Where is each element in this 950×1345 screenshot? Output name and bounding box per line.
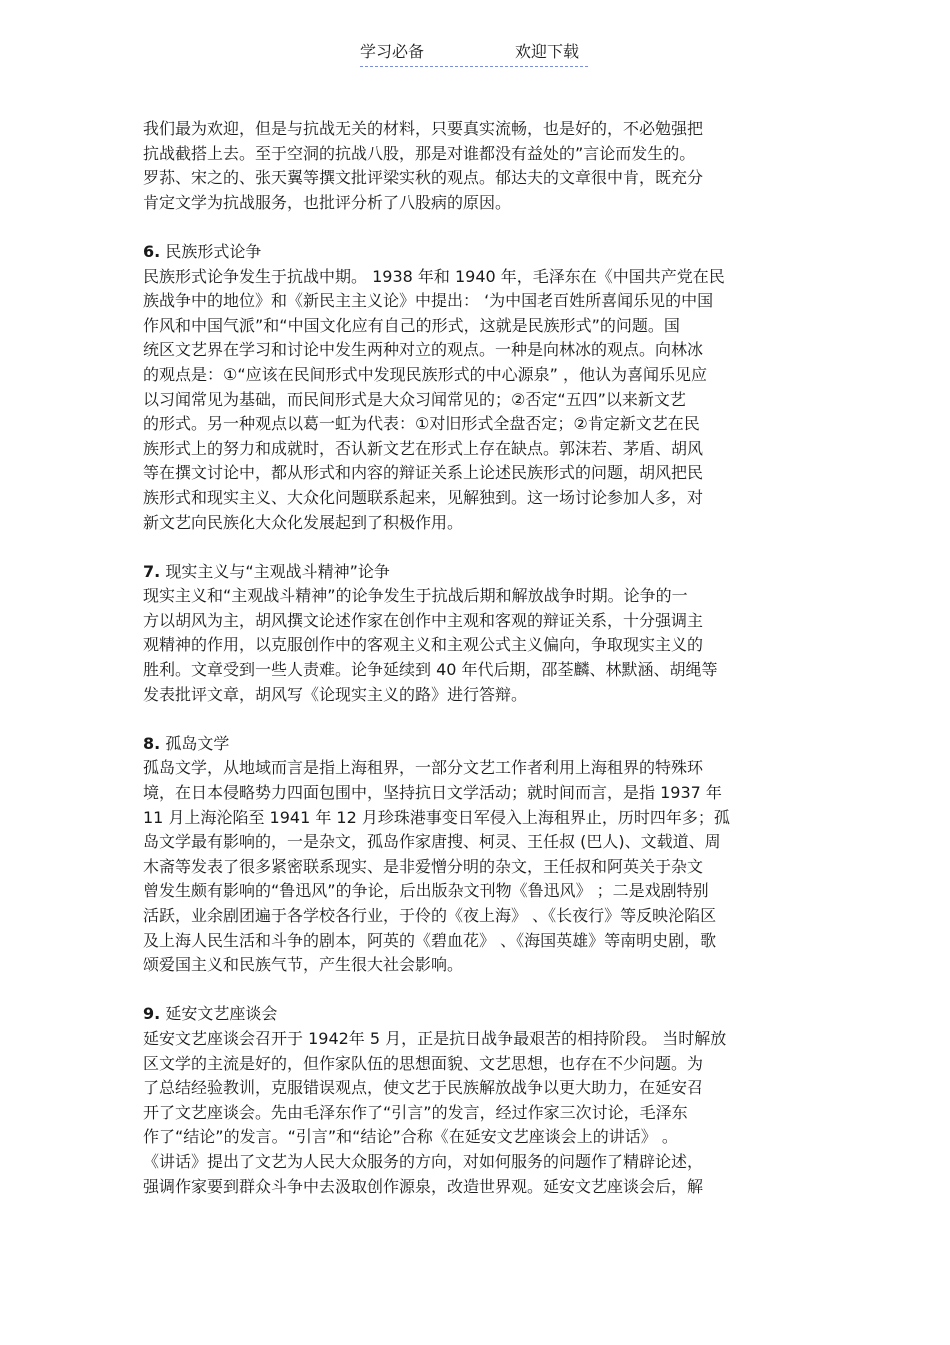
text-line: 等在撰文讨论中，都从形式和内容的辩证关系上论述民族形式的问题，胡风把民 xyxy=(143,463,704,483)
text-line: 现实主义和“主观战斗精神”的论争发生于抗战后期和解放战争时期。论争的一 xyxy=(143,586,688,606)
text-line: 民族形式论争发生于抗战中期。 1938 年和 1940 年，毛泽东在《中国共产党在民 xyxy=(143,266,725,286)
text-line: 强调作家要到群众斗争中去汲取创作源泉，改造世界观。延安文艺座谈会后，解 xyxy=(143,1176,704,1196)
text-line: 抗战截搭上去。至于空洞的抗战八股，那是对谁都没有益处的”言论而发生的。 xyxy=(143,143,696,163)
text-line: 及上海人民生活和斗争的剧本，阿英的《碧血花》 、《海国英雄》等南明史剧，歌 xyxy=(143,930,717,950)
section-title: 孤岛文学 xyxy=(165,733,230,753)
text-line: 孤岛文学，从地域而言是指上海租界，一部分文艺工作者利用上海租界的特殊环 xyxy=(143,758,704,778)
text-line: 的观点是：①“应该在民间形式中发现民族形式的中心源泉” ，他认为喜闻乐见应 xyxy=(143,364,708,384)
text-line: 《讲话》提出了文艺为人民大众服务的方向，对如何服务的问题作了精辟论述， xyxy=(143,1151,704,1171)
section-heading xyxy=(143,560,808,585)
text-line: 族形式和现实主义、大众化问题联系起来，见解独到。这一场讨论参加人多，对 xyxy=(143,487,704,507)
text-line: 境，在日本侵略势力四面包围中，坚持抗日文学活动；就时间而言，是指 1937 年 xyxy=(143,783,722,803)
text-line: 发表批评文章，胡风写《论现实主义的路》进行答辩。 xyxy=(143,684,528,704)
section-national-form xyxy=(143,240,808,535)
text-line: 颂爱国主义和民族气节，产生很大社会影响。 xyxy=(143,955,464,975)
section-number: 8. xyxy=(143,733,161,753)
text-line: 族形式上的努力和成就时，否认新文艺在形式上存在缺点。郭沫若、茅盾、胡风 xyxy=(143,438,704,458)
header-left-text: 学习必备 xyxy=(360,42,425,61)
text-line: 开了文艺座谈会。先由毛泽东作了“引言”的发言，经过作家三次讨论，毛泽东 xyxy=(143,1102,688,1122)
header-right-text: 欢迎下载 xyxy=(515,42,580,61)
text-line: 11 月上海沦陷至 1941 年 12 月珍珠港事变日军侵入上海租界止，历时四年多；孤 xyxy=(143,807,730,827)
text-line: 延安文艺座谈会召开于 1942年 5 月，正是抗日战争最艰苦的相持阶段。 当时解放 xyxy=(143,1028,727,1048)
intro-paragraph xyxy=(143,117,808,215)
text-line: 了总结经验教训，克服错误观点，使文艺于民族解放战争以更大助力，在延安召 xyxy=(143,1078,704,1098)
section-number: 7. xyxy=(143,561,161,581)
text-line: 肯定文学为抗战服务，也批评分析了八股病的原因。 xyxy=(143,192,512,212)
text-line: 曾发生颇有影响的“鲁迅风”的争论，后出版杂文刊物《鲁迅风》 ；二是戏剧特别 xyxy=(143,881,709,901)
page-header xyxy=(360,40,588,67)
section-heading xyxy=(143,1002,808,1027)
section-title: 民族形式论争 xyxy=(165,241,262,261)
text-line: 的形式。另一种观点以葛一虹为代表：①对旧形式全盘否定；②肯定新文艺在民 xyxy=(143,414,700,434)
section-yanan-forum xyxy=(143,1002,808,1199)
text-line: 作了“结论”的发言。“引言”和“结论”合称《在延安文艺座谈会上的讲话》 。 xyxy=(143,1127,678,1147)
document-body xyxy=(143,117,808,1199)
section-island-literature xyxy=(143,732,808,978)
text-line: 胜利。文章受到一些人责难。论争延续到 40 年代后期，邵荃麟、林默涵、胡绳等 xyxy=(143,660,718,680)
section-number: 9. xyxy=(143,1004,161,1024)
text-line: 岛文学最有影响的，一是杂文，孤岛作家唐搜、柯灵、王任叔 (巴人)、文载道、周 xyxy=(143,832,721,852)
section-title: 延安文艺座谈会 xyxy=(165,1004,278,1024)
text-line: 统区文艺界在学习和讨论中发生两种对立的观点。一种是向林冰的观点。向林冰 xyxy=(143,340,704,360)
section-heading xyxy=(143,732,808,757)
text-line: 观精神的作用，以克服创作中的客观主义和主观公式主义偏向，争取现实主义的 xyxy=(143,635,704,655)
text-line: 木斋等发表了很多紧密联系现实、是非爱憎分明的杂文，王任叔和阿英关于杂文 xyxy=(143,856,704,876)
text-line: 作风和中国气派”和“中国文化应有自己的形式，这就是民族形式”的问题。国 xyxy=(143,315,680,335)
section-title: 现实主义与“主观战斗精神”论争 xyxy=(165,561,390,581)
text-line: 以习闻常见为基础，而民间形式是大众习闻常见的；②否定“五四”以来新文艺 xyxy=(143,389,686,409)
text-line: 活跃，业余剧团遍于各学校各行业，于伶的《夜上海》 、《长夜行》等反映沦陷区 xyxy=(143,906,717,925)
text-line: 区文学的主流是好的，但作家队伍的思想面貌、文艺思想，也存在不少问题。为 xyxy=(143,1053,704,1073)
text-line: 我们最为欢迎，但是与抗战无关的材料，只要真实流畅，也是好的，不必勉强把 xyxy=(143,119,704,138)
section-heading xyxy=(143,240,808,265)
text-line: 罗荪、宋之的、张天翼等撰文批评梁实秋的观点。郁达夫的文章很中肯，既充分 xyxy=(143,168,704,188)
text-line: 新文艺向民族化大众化发展起到了积极作用。 xyxy=(143,512,464,532)
section-number: 6. xyxy=(143,241,161,261)
text-line: 方以胡风为主，胡风撰文论述作家在创作中主观和客观的辩证关系，十分强调主 xyxy=(143,610,704,630)
section-realism-debate xyxy=(143,560,808,708)
text-line: 族战争中的地位》和《新民主主义论》中提出： ‘为中国老百姓所喜闻乐见的中国 xyxy=(143,291,714,311)
